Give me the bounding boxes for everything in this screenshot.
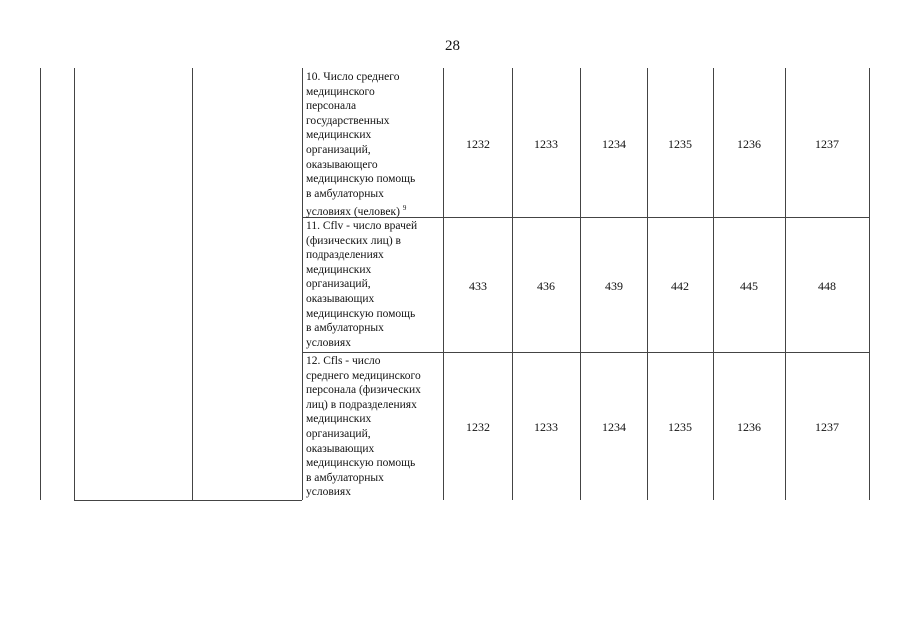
row-label: 12. Cfls - число среднего медицинского персонала (физических лиц) в подразделениях медицинских организаций, оказывающих медицинскую помощь в амбулаторных условиях xyxy=(306,355,421,499)
column-border xyxy=(580,68,581,500)
column-border xyxy=(74,68,75,500)
table-cell: 1232 xyxy=(466,420,490,434)
column-border xyxy=(713,68,714,500)
table-cell: 1237 xyxy=(815,420,839,434)
table-cell: 1233 xyxy=(534,137,558,151)
table-border-left xyxy=(40,68,41,500)
footnote-marker: 9 xyxy=(402,204,407,213)
table-cell: 1234 xyxy=(602,137,626,151)
column-border xyxy=(302,68,303,500)
page-number: 28 xyxy=(445,38,460,54)
table-cell: 1236 xyxy=(737,137,761,151)
table-cell: 442 xyxy=(671,279,689,293)
table-cell: 1236 xyxy=(737,420,761,434)
table-bottom-border xyxy=(74,500,302,501)
table-border-right xyxy=(869,68,870,500)
table-cell: 436 xyxy=(537,279,555,293)
table-cell: 1235 xyxy=(668,420,692,434)
table-cell: 439 xyxy=(605,279,623,293)
row-label-text: 10. Число среднего медицинского персонала государственных медицинских организаций, оказывающего медицинскую помощь в амбулаторных условиях (человек) xyxy=(306,71,416,219)
table-cell: 1234 xyxy=(602,420,626,434)
table-cell: 1235 xyxy=(668,137,692,151)
column-border xyxy=(512,68,513,500)
column-border xyxy=(785,68,786,500)
table-cell: 445 xyxy=(740,279,758,293)
row-label: 11. Cflv - число врачей (физических лиц) в подразделениях медицинских организаций, оказывающих медицинскую помощь в амбулаторных условиях xyxy=(306,220,418,349)
table-cell: 448 xyxy=(818,279,836,293)
column-border xyxy=(192,68,193,500)
row-border xyxy=(302,352,869,353)
table-cell: 1232 xyxy=(466,137,490,151)
column-border xyxy=(647,68,648,500)
table-cell: 1237 xyxy=(815,137,839,151)
table-cell: 1233 xyxy=(534,420,558,434)
row-label xyxy=(306,70,446,220)
table-cell: 433 xyxy=(469,279,487,293)
